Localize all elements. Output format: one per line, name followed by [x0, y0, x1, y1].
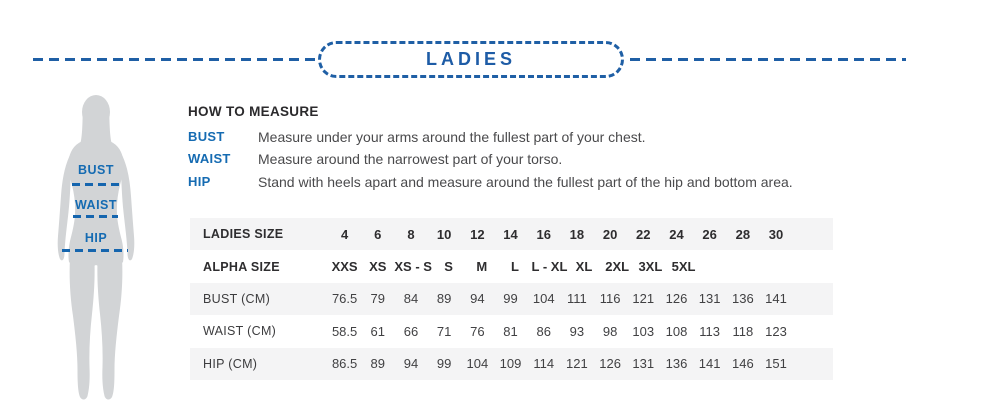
size-value-cell: 58.5 [331, 323, 358, 339]
divider-dash-left [33, 58, 316, 61]
size-value-cell: 14 [503, 226, 518, 242]
size-value-cell: 16 [536, 226, 551, 242]
figure-hip-line [62, 249, 128, 252]
size-value-cell: 84 [403, 291, 419, 307]
figure-waist-line [73, 215, 118, 218]
category-pill-label: LADIES [425, 49, 516, 69]
table-row-label: LADIES SIZE [203, 227, 284, 242]
table-row-label: ALPHA SIZE [203, 259, 280, 274]
size-value-cell: 126 [599, 356, 621, 372]
size-value-cell: 3XL [638, 259, 663, 275]
table-row [190, 218, 833, 250]
size-value-cell: 71 [436, 323, 452, 339]
how-to-measure-title: HOW TO MEASURE [188, 104, 319, 119]
size-value-cell: 141 [765, 291, 787, 307]
table-row-label: HIP (CM) [203, 356, 258, 371]
size-value-cell: 89 [370, 356, 386, 372]
size-value-cell: 113 [699, 323, 721, 339]
category-pill-ladies[interactable] [318, 41, 624, 78]
size-value-cell: S [444, 259, 453, 275]
size-value-cell: L [510, 259, 519, 275]
size-value-cell: 86 [536, 323, 551, 339]
figure-waist-label: WAIST [74, 198, 118, 212]
measure-term: WAIST [188, 151, 231, 167]
size-value-cell: 12 [470, 226, 485, 242]
measure-row-hip [188, 171, 908, 193]
measure-term: BUST [188, 129, 225, 144]
size-value-cell: 114 [533, 356, 555, 372]
size-value-cell: 4 [340, 226, 349, 242]
size-value-cell: 151 [765, 356, 787, 372]
size-value-cell: 2XL [605, 259, 630, 275]
size-value-cell: 141 [698, 356, 721, 372]
size-value-cell: 123 [765, 323, 787, 339]
size-value-cell: 94 [470, 291, 485, 307]
size-value-cell: 81 [503, 323, 518, 339]
size-value-cell: 86.5 [331, 356, 358, 372]
table-row-label: BUST (CM) [203, 291, 271, 306]
size-value-cell: 18 [569, 226, 585, 242]
size-value-cell: 76.5 [331, 291, 358, 307]
divider-dash-right [630, 58, 906, 61]
size-value-cell: 94 [403, 356, 419, 372]
measure-description: Stand with heels apart and measure around the fullest part of the hip and bottom area. [258, 173, 793, 190]
size-value-cell: 146 [731, 356, 754, 372]
size-value-cell: 30 [768, 226, 784, 242]
size-value-cell: 28 [735, 226, 751, 242]
size-value-cell: L - XL [531, 259, 568, 275]
size-value-cell: 111 [567, 291, 587, 307]
size-value-cell: 136 [731, 291, 754, 307]
table-row [190, 348, 833, 380]
size-value-cell: XS - S [394, 259, 432, 275]
figure-bust-label: BUST [77, 163, 115, 177]
measure-row-waist [188, 148, 908, 170]
size-table [190, 218, 833, 380]
size-value-cell: 76 [470, 323, 485, 339]
size-value-cell: 121 [566, 356, 588, 372]
table-row-label: WAIST (CM) [203, 324, 277, 339]
size-value-cell: XXS [331, 259, 358, 275]
size-value-cell: XL [575, 259, 593, 275]
size-value-cell: 24 [669, 226, 684, 242]
figure-hip-label: HIP [84, 231, 108, 245]
size-value-cell: 5XL [671, 259, 696, 275]
size-value-cell: 99 [436, 356, 452, 372]
size-value-cell: 8 [407, 226, 415, 242]
table-row [190, 250, 833, 282]
how-to-measure-section [188, 104, 908, 193]
size-value-cell: 131 [698, 291, 721, 307]
body-figure [56, 92, 136, 404]
size-value-cell: 20 [602, 226, 618, 242]
size-value-cell: 131 [632, 356, 655, 372]
size-value-cell: 26 [702, 226, 717, 242]
table-row [190, 315, 833, 347]
size-value-cell: 10 [436, 226, 452, 242]
size-value-cell: 22 [636, 226, 651, 242]
measure-description: Measure around the narrowest part of your torso. [258, 151, 563, 168]
size-value-cell: 118 [732, 323, 754, 339]
table-row [190, 283, 833, 315]
size-value-cell: 108 [665, 323, 688, 339]
measure-term: HIP [188, 173, 211, 189]
figure-bust-line [72, 183, 120, 186]
size-value-cell: 109 [499, 356, 522, 372]
size-value-cell: 79 [370, 291, 386, 307]
size-value-cell: 89 [436, 291, 452, 307]
size-value-cell: M [476, 259, 488, 275]
size-value-cell: 98 [602, 323, 618, 339]
female-silhouette [56, 92, 136, 404]
size-value-cell: 6 [374, 226, 382, 242]
size-value-cell: 99 [503, 291, 518, 307]
size-value-cell: 66 [403, 323, 419, 339]
size-value-cell: 104 [466, 356, 489, 372]
size-value-cell: 103 [632, 323, 655, 339]
size-value-cell: 121 [632, 291, 655, 307]
size-value-cell: 136 [665, 356, 688, 372]
measure-row-bust [188, 126, 908, 148]
size-value-cell: 61 [370, 323, 386, 339]
size-value-cell: 116 [599, 291, 621, 307]
size-value-cell: 93 [569, 323, 585, 339]
measure-description: Measure under your arms around the fullest part of your chest. [258, 129, 646, 145]
size-value-cell: 104 [532, 291, 555, 307]
size-value-cell: XS [369, 259, 387, 275]
size-value-cell: 126 [665, 291, 688, 307]
